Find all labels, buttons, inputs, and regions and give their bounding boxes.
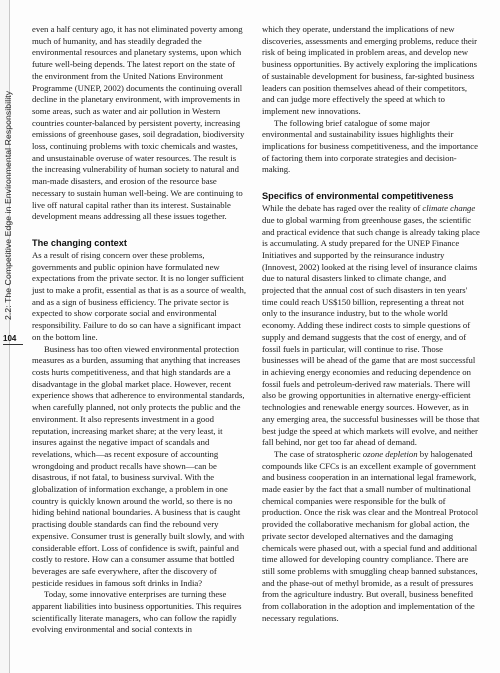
right-paragraph-1: which they operate, understand the implications of new discoveries, assessments and emerging problems, reduce their risk of being implicated in problem areas, and develop new business opportunities. By actively exploring the implications of sustainable development for business, far-sighted business leaders can position themselves ahead of their competitors, and can judge more effectively the speed at which to implement new innovations. xyxy=(262,24,478,116)
climate-change-emphasis: climate change xyxy=(422,203,476,214)
para-4-text-start: The case of stratospheric xyxy=(274,448,363,459)
left-paragraph-3: Business has too often viewed environmental protection measures as a burden, assuming that anything that increases costs hurts competitiveness, and that high standards are a disadvantage in the global market place. However, recent experience shows that adherence to environmental standards, when carefully planned, not only protects the public and the environment. It also represents investment in a good reputation, increasing market share; at the very least, it insures against the negative impact of scandals and revelations, which—as recent exposure of accounting wrongdoing and product recalls have shown—can be disastrous, if not fatal, to business survival. With the globalization of information exchange, a problem in one country is quickly known around the world, so there is no hiding behind national boundaries. A business that is caught practising double standards can find the rebound very expensive. Consumer trust is generally built slowly, and with considerable effort. Loss of confidence is swift, painful and costly to restore. How can a consumer assume that bottled beverages are safe everywhere, after the discovery of pesticide residues in famous soft drinks in India? xyxy=(32,343,245,588)
left-paragraph-2: As a result of rising concern over these problems, governments and public opinion have formulated new expectations from the private sector. It is no longer sufficient just to make a profit, essential as that is as a source of wealth, and as a sign of business efficiency. The private sector is expected to show corporate social and environmental responsibility. Failure to do so can have a significant impact on the bottom line. xyxy=(32,249,246,342)
left-column xyxy=(32,24,246,636)
para-3-text-end: due to global warming from greenhouse gases, the scientific and practical evidence that such change is already taking place is accumulating. A study prepared for the UNEP Finance Initiatives and supported by the reinsurance industry (Innovest, 2002) looked at the rising level of insurance claims due to natural disasters linked to climate change, and projected that the annual cost of such disasters in ten years' time could reach US$150 billion, representing a threat not only to the insurance industry, but to the whole world economy. Adding these indirect costs to simple questions of supply and demand suggests that the cost of energy, and of fossil fuels in particular, will continue to rise. Those businesses will be ahead of the game that are most successful in achieving energy economies and reducing dependence on fossil fuels and petroleum-derived raw materials. There will also be growing opportunities in alternative energy-efficient technologies and renewable energy sources. However, as in any emerging area, the successful businesses will be those that best judge the speed at which markets will evolve, and neither fall behind, nor get too far ahead of demand. xyxy=(262,214,480,448)
para-3-text-start: While the debate has raged over the reality of xyxy=(262,203,423,214)
left-paragraph-4: Today, some innovative enterprises are turning these apparent liabilities into business opportunities. This requires scientifically literate managers, who can follow the rapidly evolving environmental and social contexts in xyxy=(32,589,242,635)
section-heading-environmental-competitiveness: Specifics of environmental competitiveness xyxy=(262,191,454,202)
ozone-depletion-emphasis: ozone depletion xyxy=(362,448,418,459)
left-paragraph-1: even a half century ago, it has not eliminated poverty among much of humanity, and has steadily degraded the environmental resources and planetary systems, upon which future well-being depends. The latest report on the state of the environment from the United Nations Environment Programme (UNEP, 2002) documents the continuing overall decline in the planetary environment, with improvements in some areas, such as water and air pollution in Western countries counter-balanced by persistent poverty, increasing emissions of greenhouse gases, soil degradation, biodiversity loss, continuing problems with toxic chemicals and wastes, and unsustainable overuse of water resources. The result is the increasing vulnerability of human society to natural and man-made disasters, and erosion of the resource base necessary to sustain human well-being. We are continuing to live off natural capital rather than its interest. Sustainable development means addressing all these issues together. xyxy=(32,24,245,222)
right-paragraph-4 xyxy=(262,449,480,625)
section-heading-changing-context: The changing context xyxy=(32,237,127,248)
page-number: 104 xyxy=(3,334,17,343)
para-4-text-end: by halogenated compounds like CFCs is an excellent example of government and business cooperation in an international legal framework, made easier by the fact that a small number of multinational chemical companies were responsible for the bulk of production. Once the risk was clear and the Montreal Protocol provided the collaborative mechanism for global action, the private sector developed alternatives and the damaging chemicals were phased out, with a special fund and additional time allowed for developing country compliance. There are still some problems with smuggling cheap banned substances, and the phase-out of methyl bromide, as a result of pressures from the agriculture industry. But overall, business benefited from collaboration in the adoption and implementation of the necessary regulations. xyxy=(262,448,479,623)
right-paragraph-2: The following brief catalogue of some major environmental and sustainability issues highlights their implications for business competitiveness, and the importance of factoring them into corporate strategies and decision-making. xyxy=(262,117,478,175)
right-paragraph-3 xyxy=(262,203,480,449)
right-column xyxy=(262,24,480,624)
page-number-rule xyxy=(3,344,23,345)
running-head: 2.2: The Competitive Edge in Environmental Responsibility xyxy=(3,90,13,320)
